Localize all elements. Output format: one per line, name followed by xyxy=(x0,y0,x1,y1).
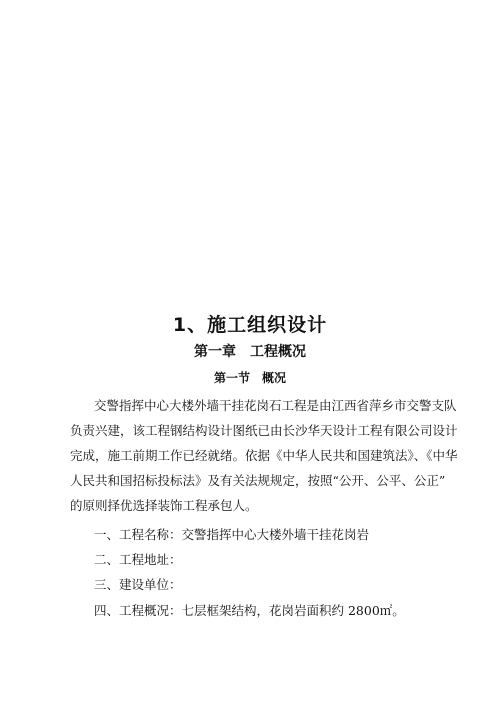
list-item: 三、建设单位： xyxy=(94,577,182,592)
paragraph-line: 负责兴建，该工程钢结构设计图纸已由长沙华天设计工程有限公司设计 xyxy=(70,423,458,438)
chapter-heading: 第一章 工程概况 xyxy=(194,344,306,360)
paragraph-line: 交警指挥中心大楼外墙干挂花岗石工程是由江西省萍乡市交警支队 xyxy=(94,398,457,413)
list-item: 一、工程名称：交警指挥中心大楼外墙干挂花岗岩 xyxy=(94,527,370,542)
paragraph-line: 的原则择优选择装饰工程承包人。 xyxy=(70,498,258,513)
paragraph-line: 完成，施工前期工作已经就绪。依据《中华人民共和国建筑法》、《中华 xyxy=(70,448,458,463)
document-title: 1、施工组织设计 xyxy=(172,314,328,336)
section-heading: 第一节 概况 xyxy=(213,371,286,385)
list-item: 二、工程地址： xyxy=(94,552,182,567)
list-item: 四、工程概况：七层框架结构，花岗岩面积约 2800㎡。 xyxy=(94,603,405,618)
paragraph-line: 人民共和国招标投标法》及有关法规规定，按照“公开、公平、公正” xyxy=(70,473,446,488)
